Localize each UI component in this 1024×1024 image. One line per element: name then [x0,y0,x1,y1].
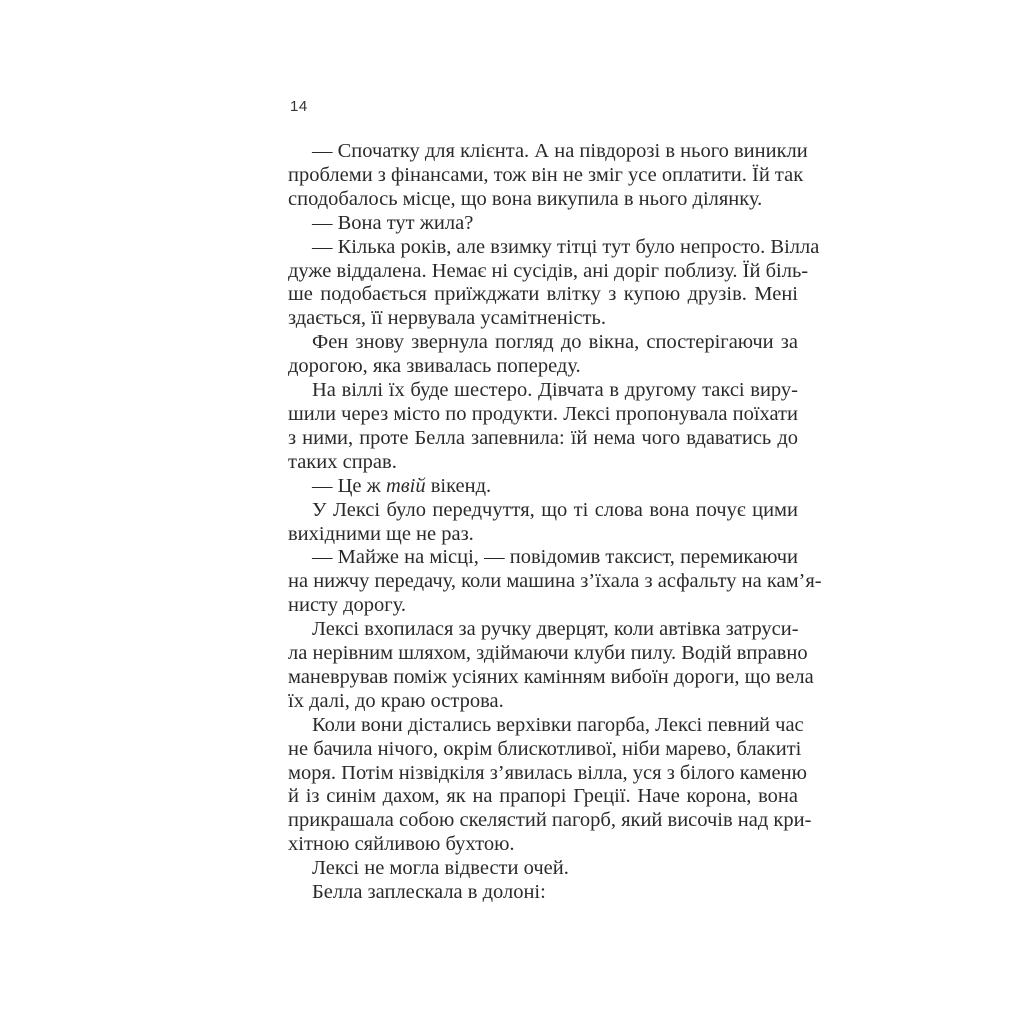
text-line: їх далі, до краю острова. [288,689,504,712]
text-line: нисту дорогу. [288,594,407,617]
text-line: прикрашала собою скелястий пагорб, який височів над кри- [288,809,812,832]
text-line: хітною сяйливою бухтою. [288,833,515,856]
text-line: вихідними ще не раз. [288,522,474,545]
text-line: Фен знову звернула погляд до вікна, спостерігаючи за [312,331,798,354]
text-line: — Вона тут жила? [312,211,474,234]
text-line: Лексі не могла відвести очей. [312,857,569,880]
text-line: Лексі вхопилася за ручку дверцят, коли автівка затруси- [312,618,799,641]
text-line: сподобалось місце, що вона викупила в нього ділянку. [288,187,763,210]
text-segment: — Це ж [312,474,386,497]
text-line: дорогою, яка звивалась попереду. [288,355,581,378]
text-line: — Кілька років, але взимку тітці тут було непросто. Вілла [312,235,820,258]
text-line: не бачила нічого, окрім блискотливої, ніби марево, блакиті [288,737,802,760]
text-line: на нижчу передачу, коли машина з’їхала з асфальту на кам’я- [288,570,822,593]
emphasis-text: твій [385,474,426,497]
text-line: здається, її нервувала усамітненість. [288,307,606,330]
body-text [288,140,822,905]
text-line: На віллі їх буде шестеро. Дівчата в другому таксі виру- [312,379,798,402]
text-line: Белла заплескала в долоні: [312,881,546,904]
text-line: — Майже на місці, — повідомив таксист, перемикаючи [312,546,798,569]
text-line: У Лексі було передчуття, що ті слова вона почує цими [312,498,798,521]
text-line: — Спочатку для клієнта. А на півдорозі в нього виникли [312,140,808,162]
text-line: з ними, проте Белла запевнила: їй нема чого вдаватись до [288,426,798,449]
text-line: моря. Потім нізвідкіля з’явилась вілла, уся з білого каменю [288,761,807,784]
text-line: маневрував поміж усіяних камінням вибоїн дороги, що вела [288,665,814,688]
text-line: проблеми з фінансами, тож він не зміг усе оплатити. Їй так [288,163,804,186]
text-line-with-emphasis [288,475,798,499]
text-line: дуже віддалена. Немає ні сусідів, ані доріг поблизу. Їй біль- [288,259,809,282]
text-line: шили через місто по продукти. Лексі пропонувала поїхати [288,402,798,425]
text-line: ше подобається приїжджати влітку з купою друзів. Мені [288,283,798,306]
text-line: й із синім дахом, як на прапорі Греції. Наче корона, вона [288,785,798,808]
text-segment: вікенд. [425,474,492,497]
text-line: Коли вони дістались верхівки пагорба, Лексі певний час [312,713,804,736]
text-line: таких справ. [288,450,397,473]
page-number: 14 [290,98,308,115]
text-line: ла нерівним шляхом, здіймаючи клуби пилу. Водій вправно [288,642,808,665]
